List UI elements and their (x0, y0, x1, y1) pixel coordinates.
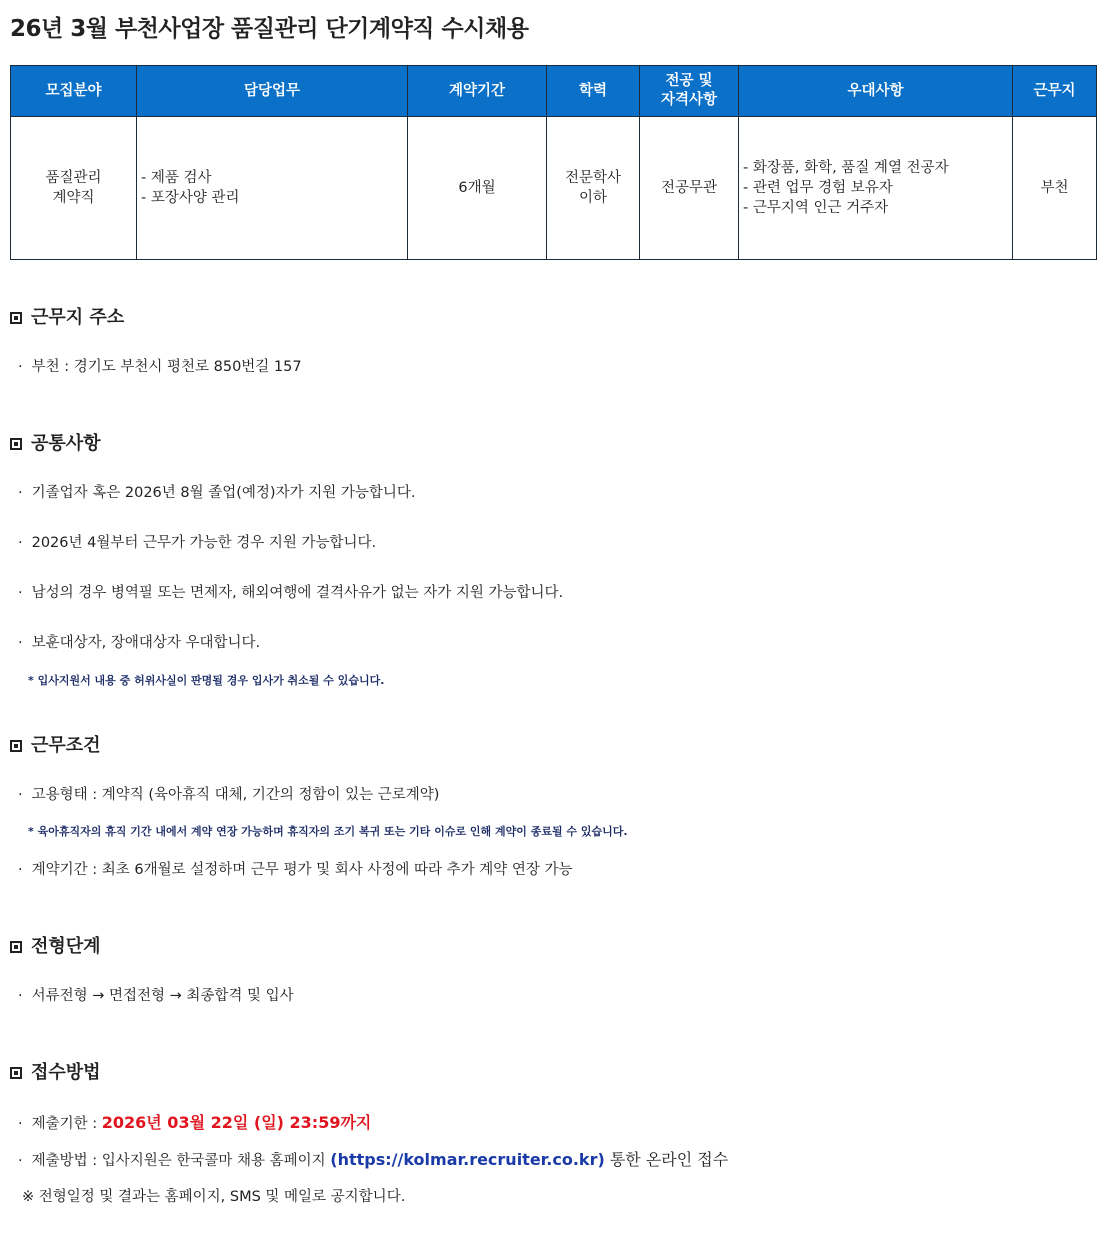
header-location: 근무지 (1013, 66, 1097, 117)
list-item (18, 1110, 371, 1133)
square-bullet-icon (10, 1067, 22, 1079)
list-item (18, 984, 294, 1005)
cell-location: 부천 (1013, 117, 1097, 260)
section-apply-heading (10, 1058, 101, 1084)
bullet-dot-icon: · (18, 635, 23, 651)
section-process-heading (10, 932, 101, 958)
cell-duties: - 제품 검사 - 포장사양 관리 (137, 117, 408, 260)
deadline-label: 제출기한 : (31, 1116, 102, 1132)
bullet-dot-icon: · (18, 787, 23, 803)
header-period: 계약기간 (408, 66, 547, 117)
section-address-heading (10, 303, 124, 329)
list-item (18, 481, 415, 502)
common-item-text: 보훈대상자, 장애대상자 우대합니다. (31, 635, 261, 651)
job-table (10, 65, 1097, 260)
common-note: * 입사지원서 내용 중 허위사실이 판명될 경우 입사가 취소될 수 있습니다. (28, 674, 385, 687)
recruit-site-link[interactable]: (https://kolmar.recruiter.co.kr) (330, 1150, 605, 1169)
process-text: 서류전형 → 면접전형 → 최종합격 및 입사 (31, 988, 294, 1004)
cell-field: 품질관리 계약직 (11, 117, 137, 260)
header-major: 전공 및 자격사항 (640, 66, 739, 117)
section-heading-text: 근무지 주소 (31, 307, 125, 328)
header-education: 학력 (547, 66, 640, 117)
list-item (18, 1147, 728, 1170)
header-preference: 우대사항 (739, 66, 1013, 117)
apply-notice: ※ 전형일정 및 결과는 홈페이지, SMS 및 메일로 공지합니다. (22, 1189, 406, 1205)
list-item (18, 355, 302, 376)
cell-education: 전문학사 이하 (547, 117, 640, 260)
bullet-dot-icon: · (18, 535, 23, 551)
bullet-dot-icon: · (18, 862, 23, 878)
section-common-heading (10, 429, 101, 455)
conditions-item-text: 계약기간 : 최초 6개월로 설정하며 근무 평가 및 회사 사정에 따라 추가 계약 연장 가능 (31, 862, 573, 878)
common-item-text: 2026년 4월부터 근무가 가능한 경우 지원 가능합니다. (31, 535, 377, 551)
method-suffix: 통한 온라인 접수 (604, 1150, 729, 1169)
section-heading-text: 접수방법 (31, 1062, 101, 1083)
method-label: 제출방법 : 입사지원은 한국콜마 채용 홈페이지 (31, 1153, 331, 1169)
square-bullet-icon (10, 438, 22, 450)
square-bullet-icon (10, 941, 22, 953)
common-item-text: 남성의 경우 병역필 또는 면제자, 해외여행에 결격사유가 없는 자가 지원 가능합니다. (31, 585, 564, 601)
header-duties: 담당업무 (137, 66, 408, 117)
list-item (18, 531, 376, 552)
list-item (18, 581, 563, 602)
conditions-item-text: 고용형태 : 계약직 (육아휴직 대체, 기간의 정함이 있는 근로계약) (31, 787, 440, 803)
bullet-dot-icon: · (18, 988, 23, 1004)
table-header-row (11, 66, 1097, 117)
section-conditions-heading (10, 731, 101, 757)
section-heading-text: 전형단계 (31, 936, 101, 957)
header-field: 모집분야 (11, 66, 137, 117)
square-bullet-icon (10, 740, 22, 752)
cell-preference: - 화장품, 화학, 품질 계열 전공자 - 관련 업무 경험 보유자 - 근무지역 인근 거주자 (739, 117, 1013, 260)
conditions-note: * 육아휴직자의 휴직 기간 내에서 계약 연장 가능하며 휴직자의 조기 복귀 또는 기타 이슈로 인해 계약이 종료될 수 있습니다. (28, 825, 628, 838)
bullet-dot-icon: · (18, 485, 23, 501)
address-text: 부천 : 경기도 부천시 평천로 850번길 157 (31, 359, 302, 375)
common-item-text: 기졸업자 혹은 2026년 8월 졸업(예정)자가 지원 가능합니다. (31, 485, 416, 501)
list-item (18, 631, 260, 652)
list-item (18, 783, 439, 804)
list-item (18, 858, 572, 879)
section-heading-text: 공통사항 (31, 433, 101, 454)
cell-major: 전공무관 (640, 117, 739, 260)
square-bullet-icon (10, 312, 22, 324)
bullet-dot-icon: · (18, 1116, 23, 1132)
bullet-dot-icon: · (18, 585, 23, 601)
page-title: 26년 3월 부천사업장 품질관리 단기계약직 수시채용 (10, 16, 529, 42)
bullet-dot-icon: · (18, 1153, 23, 1169)
table-row (11, 117, 1097, 260)
section-heading-text: 근무조건 (31, 735, 101, 756)
deadline-value: 2026년 03월 22일 (일) 23:59까지 (101, 1113, 372, 1132)
bullet-dot-icon: · (18, 359, 23, 375)
cell-period: 6개월 (408, 117, 547, 260)
